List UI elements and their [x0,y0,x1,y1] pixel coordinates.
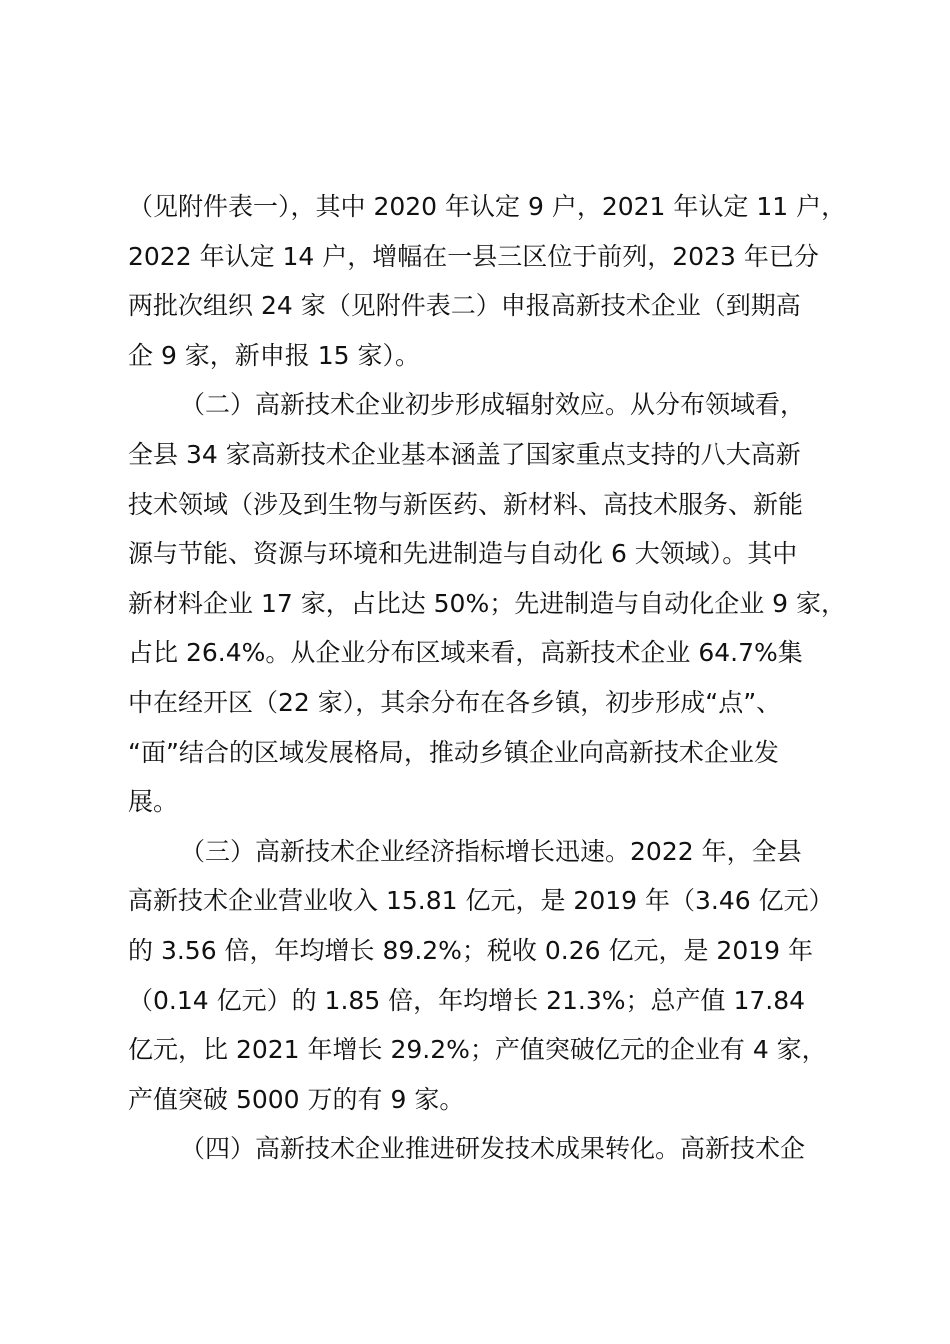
text-line: “面”结合的区域发展格局，推动乡镇企业向高新技术企业发 [128,737,779,767]
text-line: 亿元，比 2021 年增长 29.2%；产值突破亿元的企业有 4 家， [128,1035,827,1065]
text-line: 企 9 家，新申报 15 家）。 [128,340,421,370]
text-line: 全县 34 家高新技术企业基本涵盖了国家重点支持的八大高新 [128,439,801,469]
paragraph-heading-3: （三）高新技术企业经济指标增长迅速。2022 年，全县 [180,836,802,866]
text-line: 展。 [128,787,179,817]
text-line: （见附件表一），其中 2020 年认定 9 户，2021 年认定 11 户， [128,192,847,221]
document-body [128,182,848,1174]
text-line: 中在经开区（22 家），其余分布在各乡镇，初步形成“点”、 [128,687,782,717]
text-line: 技术领域（涉及到生物与新医药、新材料、高技术服务、新能 [128,489,804,519]
text-line: 高新技术企业营业收入 15.81 亿元，是 2019 年（3.46 亿元） [128,886,834,916]
text-line: 产值突破 5000 万的有 9 家。 [128,1084,465,1114]
text-line: 源与节能、资源与环境和先进制造与自动化 6 大领域）。其中 [128,539,798,569]
text-line: 两批次组织 24 家（见附件表二）申报高新技术企业（到期高 [128,291,801,321]
text-line: 占比 26.4%。从企业分布区域来看，高新技术企业 64.7%集 [128,638,803,668]
paragraph-heading-2: （二）高新技术企业初步形成辐射效应。从分布领域看， [180,390,806,420]
text-line: （0.14 亿元）的 1.85 倍，年均增长 21.3%；总产值 17.84 [128,985,806,1015]
text-line: 2022 年认定 14 户，增幅在一县三区位于前列，2023 年已分 [128,241,819,271]
text-line: 新材料企业 17 家，占比达 50%；先进制造与自动化企业 9 家， [128,588,847,618]
paragraph-heading-4: （四）高新技术企业推进研发技术成果转化。高新技术企 [180,1134,806,1164]
text-line: 的 3.56 倍，年均增长 89.2%；税收 0.26 亿元，是 2019 年 [128,935,813,965]
